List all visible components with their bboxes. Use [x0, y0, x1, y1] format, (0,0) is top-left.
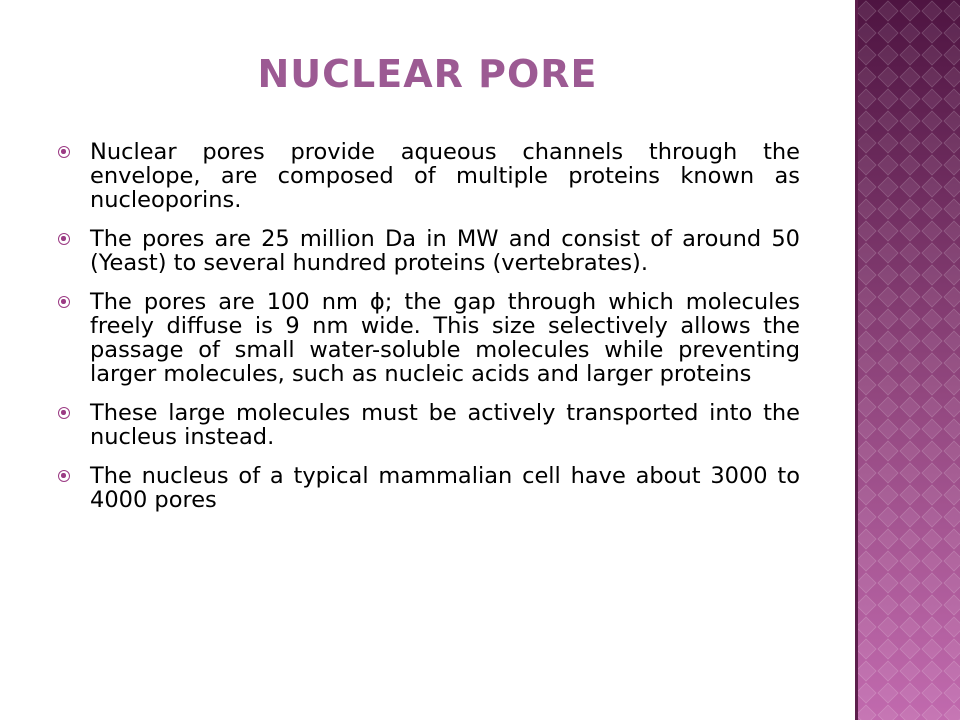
circled-dot-icon [58, 407, 70, 419]
circled-dot-icon [58, 146, 70, 158]
diamond-pattern [855, 0, 960, 720]
bullet-text: The pores are 25 million Da in MW and consist of around 50 (Yeast) to several hundred proteins (vertebrates). [90, 226, 800, 276]
bullet-item [58, 227, 800, 275]
bullet-text: These large molecules must be actively transported into the nucleus instead. [90, 400, 800, 450]
bullet-item [58, 401, 800, 449]
decorative-side-panel [855, 0, 960, 720]
slide-title: NUCLEAR PORE [257, 52, 598, 96]
bullet-item [58, 464, 800, 512]
bullet-item [58, 290, 800, 386]
circled-dot-icon [58, 233, 70, 245]
bullet-text: The nucleus of a typical mammalian cell have about 3000 to 4000 pores [90, 463, 800, 513]
bullet-text: The pores are 100 nm ɸ; the gap through which molecules freely diffuse is 9 nm wide. This size selectively allows the passage of small water-soluble molecules while preventing larger molecules, such as nucleic acids and larger proteins [90, 289, 800, 387]
circled-dot-icon [58, 296, 70, 308]
bullet-text: Nuclear pores provide aqueous channels through the envelope, are composed of multiple proteins known as nucleoporins. [90, 139, 800, 213]
circled-dot-icon [58, 470, 70, 482]
bullet-item [58, 140, 800, 212]
panel-edge [855, 0, 858, 720]
bullet-list [58, 140, 800, 527]
